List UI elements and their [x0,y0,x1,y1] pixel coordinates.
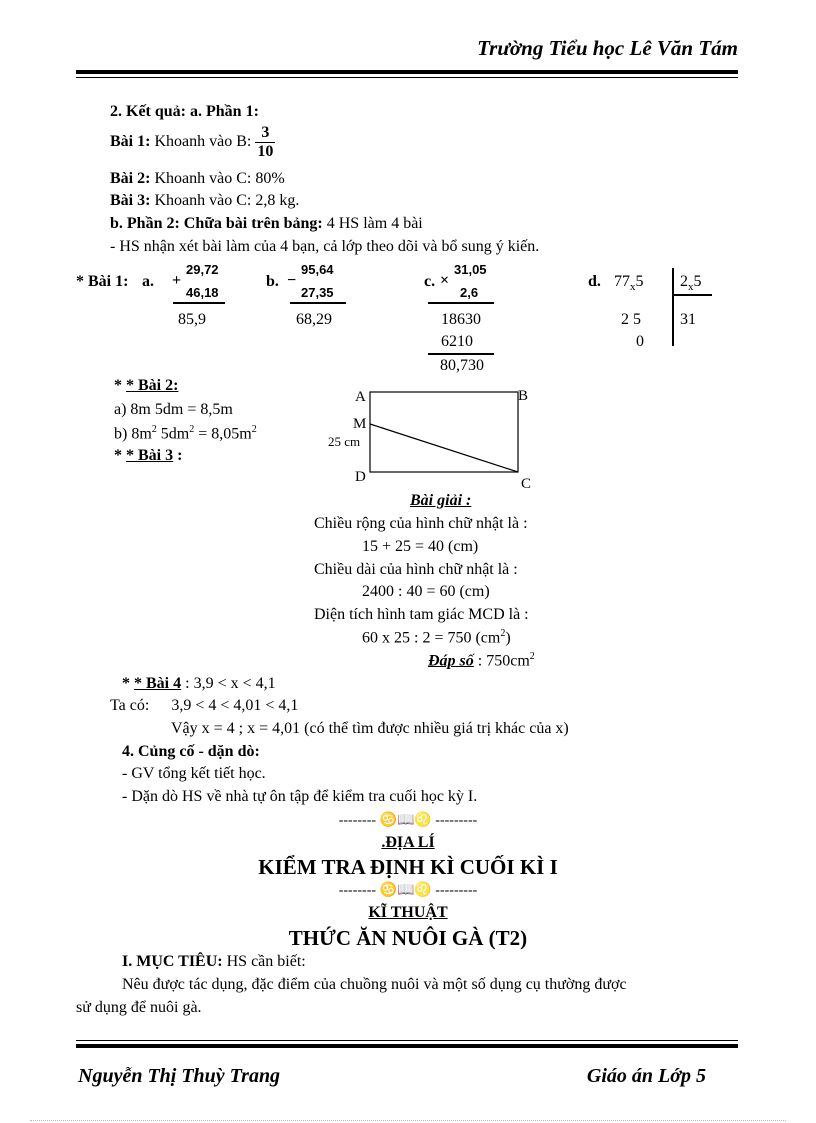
results-heading: 2. Kết quả: a. Phần 1: [110,103,259,120]
op-d-quotient: 31 [680,311,696,328]
bai1-line [110,124,275,161]
op-c-result: 80,730 [440,357,484,374]
solution-l3: Chiều dài của hình chữ nhật là : [314,561,518,578]
answer-label: Đáp số [428,652,474,670]
bai3-line [110,192,299,210]
op-c-sign: × [440,272,450,289]
taco-expr: 3,9 < 4 < 4,01 < 4,1 [171,697,299,714]
sup: 2 [251,424,257,435]
l6-suffix: ) [505,629,511,647]
op-c-line1 [428,302,494,304]
review-line: - HS nhận xét bài làm của 4 bạn, cả lớp theo dõi và bổ sung ý kiến. [110,238,540,255]
fraction-denominator: 10 [257,143,274,160]
bai2-b-suffix: = 8,05m [194,425,252,443]
vertex-b: B [518,388,529,404]
footer-author: Nguyễn Thị Thuỳ Trang [78,1065,281,1087]
solution-l1: Chiều rộng của hình chữ nhật là : [314,515,528,532]
bai2-label: Bài 2: [110,170,151,187]
sup: 2 [151,424,157,435]
op-b-sign: − [287,272,297,289]
bai2-b-prefix: b) 8m [114,425,152,443]
op-c-line2 [428,353,494,355]
school-header: Trường Tiểu học Lê Văn Tám [477,36,738,60]
vertex-c: C [521,476,532,492]
op-b-top: 95,64 [301,262,334,277]
dividend-part1: 77 [614,273,630,290]
op-c-partial1: 18630 [441,311,481,328]
bai4-taco [110,697,298,715]
divisor-sub: x [688,281,694,294]
op-a-result: 85,9 [178,311,206,328]
rectangle-diagram [320,382,550,492]
vertex-a: A [355,389,366,405]
side-label: 25 cm [328,434,361,449]
dialy-title-text: .ĐỊA LÍ [381,834,435,851]
segment-mc [370,424,518,472]
cungco-l2: - Dặn dò HS về nhà tự ôn tập để kiểm tra cuối học kỳ I. [122,788,478,805]
bai1-text: Khoanh vào B: [154,133,252,151]
page-edge [30,1120,786,1121]
op-a-sign: + [172,272,182,289]
bai2-heading-text: * Bài 2: [126,377,179,394]
muctieu-line [122,953,306,971]
divisor-part2: 5 [693,273,702,290]
solution-l6 [362,628,511,647]
op-c-top: 31,05 [454,262,487,277]
op-d-divisor [680,273,702,293]
sup: 2 [500,628,506,639]
fraction-numerator: 3 [255,124,275,143]
op-a-label: a. [142,273,154,290]
ops-label: * Bài 1: [76,273,129,290]
muctieu-label: I. MỤC TIÊU: [122,953,223,970]
bai1-fraction [255,124,275,161]
rectangle-abcd [370,392,518,472]
bai3-heading: * * Bài 3 : [114,447,183,464]
division-bar-horizontal [672,294,712,296]
dialy-subtitle: KIỂM TRA ĐỊNH KÌ CUỐI KÌ I [258,855,558,879]
cungco-heading: 4. Củng cố - dặn dò: [122,743,260,760]
bai3-label: Bài 3: [110,192,151,209]
divisor-part1: 2 [680,273,688,290]
solution-l5: Diện tích hình tam giác MCD là : [314,606,529,623]
header-rule-thick [76,70,738,74]
kithuat-para-l2: sử dụng để nuôi gà. [76,999,202,1016]
op-a-top: 29,72 [186,262,219,277]
solution-l2: 15 + 25 = 40 (cm) [362,538,479,555]
part2-text: 4 HS làm 4 bài [326,215,423,232]
bai4-expr: : 3,9 < x < 4,1 [181,675,276,692]
dialy-title [0,834,816,852]
cungco-l1: - GV tổng kết tiết học. [122,765,266,782]
kithuat-subtitle: THỨC ĂN NUÔI GÀ (T2) [288,926,528,950]
kithuat-title [0,904,816,922]
solution-title: Bài giải : [410,492,472,509]
point-m: M [353,416,367,432]
op-d-remainder1: 2 5 [621,311,641,328]
solution-l4: 2400 : 40 = 60 (cm) [362,583,490,600]
bai2-line [110,170,285,188]
op-d-dividend [614,273,644,293]
bai4-vay: Vậy x = 4 ; x = 4,01 (có thể tìm được nhiều giá trị khác của x) [171,720,569,737]
op-c-label: c. [424,273,436,290]
op-c-partial2: 6210 [441,333,473,350]
separator-2: -------- ♋📖♌ --------- [338,883,478,898]
answer-value: : 750cm [473,652,530,670]
part2-line [110,215,423,233]
op-b-label: b. [266,273,279,290]
part2-label: b. Phần 2: Chữa bài trên bảng: [110,215,323,232]
bai2-b-mid: 5dm [156,425,190,443]
header-rule-thin [76,77,738,78]
dividend-sub: x [630,281,636,294]
kithuat-title-text: KĨ THUẬT [368,904,448,921]
op-d-remainder2: 0 [636,333,644,350]
separator-1: -------- ♋📖♌ --------- [338,813,478,828]
op-a-bottom: 46,18 [186,285,219,300]
footer-doc: Giáo án Lớp 5 [586,1065,706,1087]
bai2-heading: * * Bài 2: [114,377,179,394]
bai4-heading: * * Bài 4 : 3,9 < x < 4,1 [122,675,276,692]
bai2-b [114,424,257,443]
op-d-label: d. [588,273,601,290]
op-b-result: 68,29 [296,311,332,328]
dividend-part2: 5 [635,273,644,290]
sup: 2 [189,424,195,435]
footer-rule-thin [76,1040,738,1041]
footer-rule-thick [76,1044,738,1048]
taco-label: Ta có: [110,697,150,714]
solution-answer [428,651,535,670]
op-c-bottom: 2,6 [460,285,479,300]
bai3-heading-text: * Bài 3 [126,447,174,464]
kithuat-para-l1: Nêu được tác dụng, đặc điểm của chuồng nuôi và một số dụng cụ thường được [122,976,627,993]
l6-prefix: 60 x 25 : 2 = 750 (cm [362,629,501,647]
bai4-label: * Bài 4 [134,675,182,692]
muctieu-text: HS cần biết: [226,953,306,970]
bai2-text: Khoanh vào C: 80% [154,170,285,187]
bai3-text: Khoanh vào C: 2,8 kg. [154,192,300,209]
bai3-colon: : [177,447,183,464]
division-bar-vertical [672,268,674,346]
sup: 2 [529,651,535,662]
op-b-bottom: 27,35 [301,285,334,300]
vertex-d: D [355,469,366,485]
op-b-line [290,302,346,304]
op-a-line [173,302,225,304]
bai1-label: Bài 1: [110,133,151,151]
bai2-a: a) 8m 5dm = 8,5m [114,401,233,418]
